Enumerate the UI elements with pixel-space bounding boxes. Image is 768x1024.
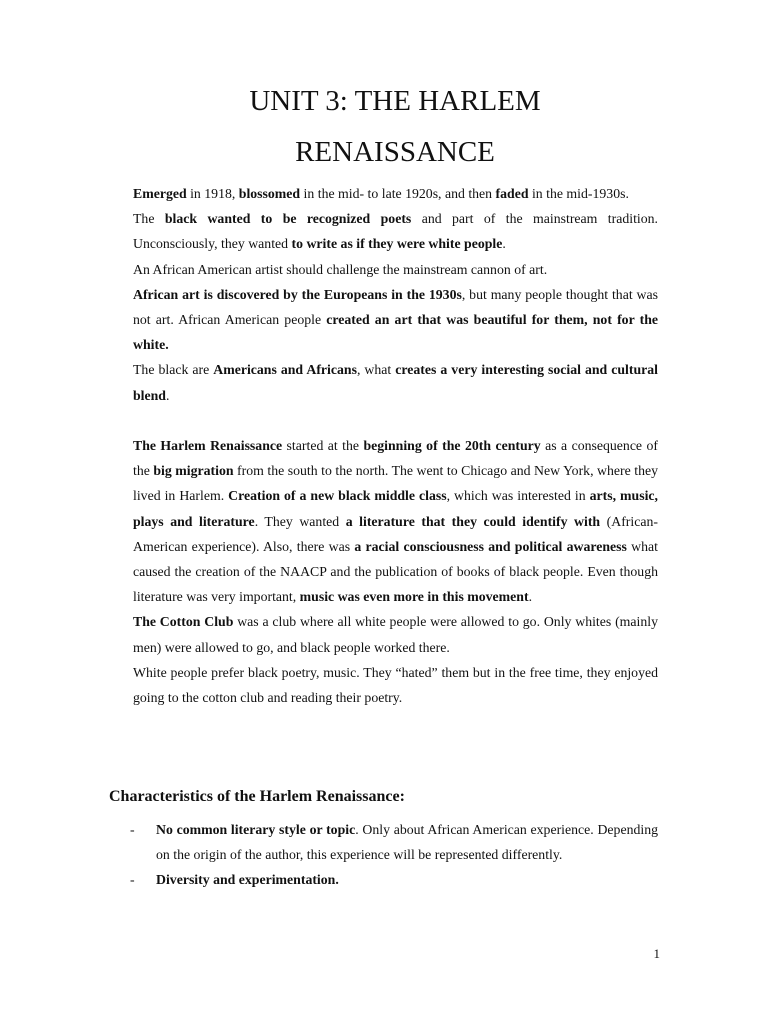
bold-text-run: The Harlem Renaissance — [133, 438, 283, 454]
body-text — [133, 181, 658, 710]
characteristics-list — [130, 817, 658, 893]
bold-text-run: big migration — [153, 463, 234, 479]
bold-text-run: to write as if they were white people — [291, 236, 503, 252]
text-run: The black are — [133, 362, 214, 378]
paragraph — [133, 206, 658, 256]
text-run: (African-American experience). Also, there was — [133, 513, 658, 554]
title-line-1: UNIT 3: THE HARLEM — [249, 85, 541, 117]
text-run: started at the — [282, 438, 364, 454]
text-run: . — [528, 589, 533, 605]
text-run: what caused the creation of the NAACP and the publication of books of black people. Even though literature was very important, — [133, 538, 658, 605]
text-run: and part of the mainstream tradition. Unconsciously, they wanted — [133, 211, 658, 252]
blank-line — [133, 408, 658, 433]
page-number: 1 — [653, 946, 660, 961]
section-heading: Characteristics of the Harlem Renaissance: — [109, 788, 405, 805]
text-run: as a consequence of the — [133, 438, 658, 479]
list-item — [130, 817, 658, 867]
text-run: . — [165, 387, 170, 403]
paragraph — [133, 660, 658, 710]
paragraph — [133, 609, 658, 659]
paragraph — [133, 433, 658, 609]
bold-text-run: arts, music, plays and literature — [133, 488, 658, 529]
text-run: from the south to the north. The went to Chicago and New York, where they lived in Harlem. — [133, 463, 658, 504]
bold-text-run: a literature that they could identify with — [345, 513, 601, 529]
bold-text-run: blossomed — [238, 186, 301, 201]
paragraph — [133, 181, 658, 206]
bold-text-run: a racial consciousness and political awareness — [354, 538, 627, 554]
text-run: White people prefer black poetry, music. They “hated” them but in the free time, they enjoyed going to the cotton club and reading their poetry. — [133, 664, 658, 706]
text-run: , what — [356, 362, 396, 378]
text-run: An African American artist should challenge the mainstream cannon of art. — [133, 261, 548, 277]
paragraph — [133, 257, 658, 282]
text-run: was a club where all white people were allowed to go. Only whites (mainly men) were allowed to go, and black people worked there. — [133, 614, 658, 655]
text-run: . — [502, 236, 506, 252]
text-run: in 1918, — [186, 186, 239, 201]
bold-text-run: music was even more in this movement — [299, 589, 529, 605]
bold-text-run: Diversity and experimentation. — [156, 872, 339, 888]
paragraph — [133, 357, 658, 407]
bold-text-run: Americans and Africans — [213, 362, 357, 378]
bold-text-run: black wanted to be recognized poets — [164, 211, 412, 227]
text-run: , but many people thought that was not art. African American people — [133, 286, 658, 328]
text-run: in the mid-1930s. — [528, 186, 629, 201]
bold-text-run: creates a very interesting social and cultural blend — [133, 362, 658, 403]
bold-text-run: The Cotton Club — [133, 614, 234, 630]
bold-text-run: faded — [495, 186, 529, 201]
bold-text-run: No common literary style or topic — [156, 822, 356, 837]
bullet-dash: - — [130, 872, 135, 888]
bold-text-run: African art is discovered by the Europeans in the 1930s — [133, 286, 462, 302]
title-line-2: RENAISSANCE — [295, 136, 495, 168]
bullet-dash: - — [130, 822, 135, 837]
text-run: , which was interested in — [446, 488, 590, 504]
text-run: in the mid- to late 1920s, and then — [300, 186, 496, 201]
bold-text-run: Emerged — [133, 186, 187, 201]
bold-text-run: created an art that was beautiful for them, not for the white. — [133, 312, 658, 353]
bold-text-run: beginning of the 20th century — [363, 438, 541, 454]
text-run: . Only about African American experience. Depending on the origin of the author, this experience will be represented differently. — [156, 822, 658, 863]
bold-text-run: Creation of a new black middle class — [228, 488, 447, 504]
text-run: . They wanted — [254, 513, 346, 529]
paragraph — [133, 282, 658, 358]
text-run: The — [133, 211, 165, 227]
list-item — [130, 867, 658, 892]
